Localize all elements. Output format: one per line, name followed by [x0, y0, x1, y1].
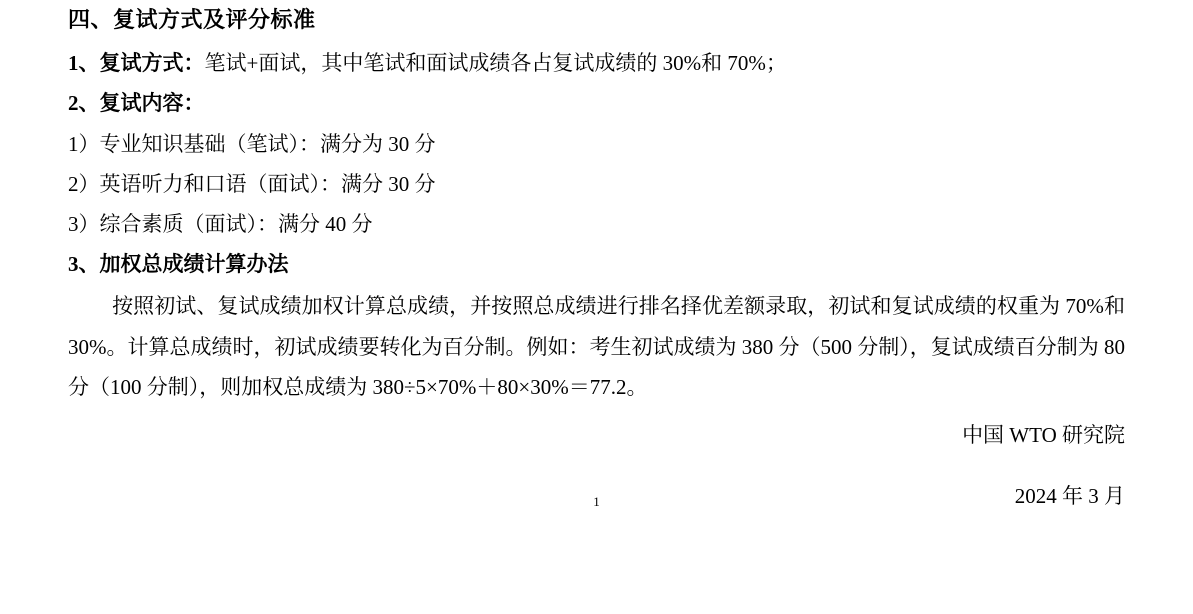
review-method-line	[68, 44, 1125, 83]
list-item-text: 综合素质（面试）：满分 40 分	[99, 211, 373, 236]
page-number: 1	[593, 494, 600, 509]
section-title: 四、复试方式及评分标准	[68, 7, 316, 32]
list-item	[68, 205, 1125, 244]
list-item-number: 3）	[68, 211, 100, 236]
list-item-text: 专业知识基础（笔试）：满分为 30 分	[99, 132, 436, 157]
document-page	[0, 6, 1193, 614]
list-item-number: 2）	[68, 172, 100, 197]
signature-organization: 中国 WTO 研究院	[962, 423, 1125, 448]
review-method-label: 1、复试方式：	[68, 50, 205, 75]
list-item	[68, 125, 1125, 164]
review-content-heading: 2、复试内容：	[68, 91, 205, 116]
list-item-number: 1）	[68, 132, 100, 157]
weighted-score-heading: 3、加权总成绩计算办法	[68, 251, 289, 276]
weighted-score-paragraph	[68, 286, 1125, 409]
list-item-text: 英语听力和口语（面试）：满分 30 分	[99, 172, 436, 197]
list-item	[68, 165, 1125, 204]
review-method-text: 笔试+面试，其中笔试和面试成绩各占复试成绩的 30%和 70%；	[204, 50, 787, 75]
weighted-score-text: 按照初试、复试成绩加权计算总成绩，并按照总成绩进行排名择优差额录取，初试和复试成绩的权重为 70%和 30%。计算总成绩时，初试成绩要转化为百分制。例如：考生初试成绩为 380 分（500 分制），复试成绩百分制为 80 分（100 分制），则加权总成绩为 380÷5×70%＋80×30%＝77.2。	[68, 293, 1125, 400]
signature-date: 2024 年 3 月	[1014, 484, 1125, 509]
